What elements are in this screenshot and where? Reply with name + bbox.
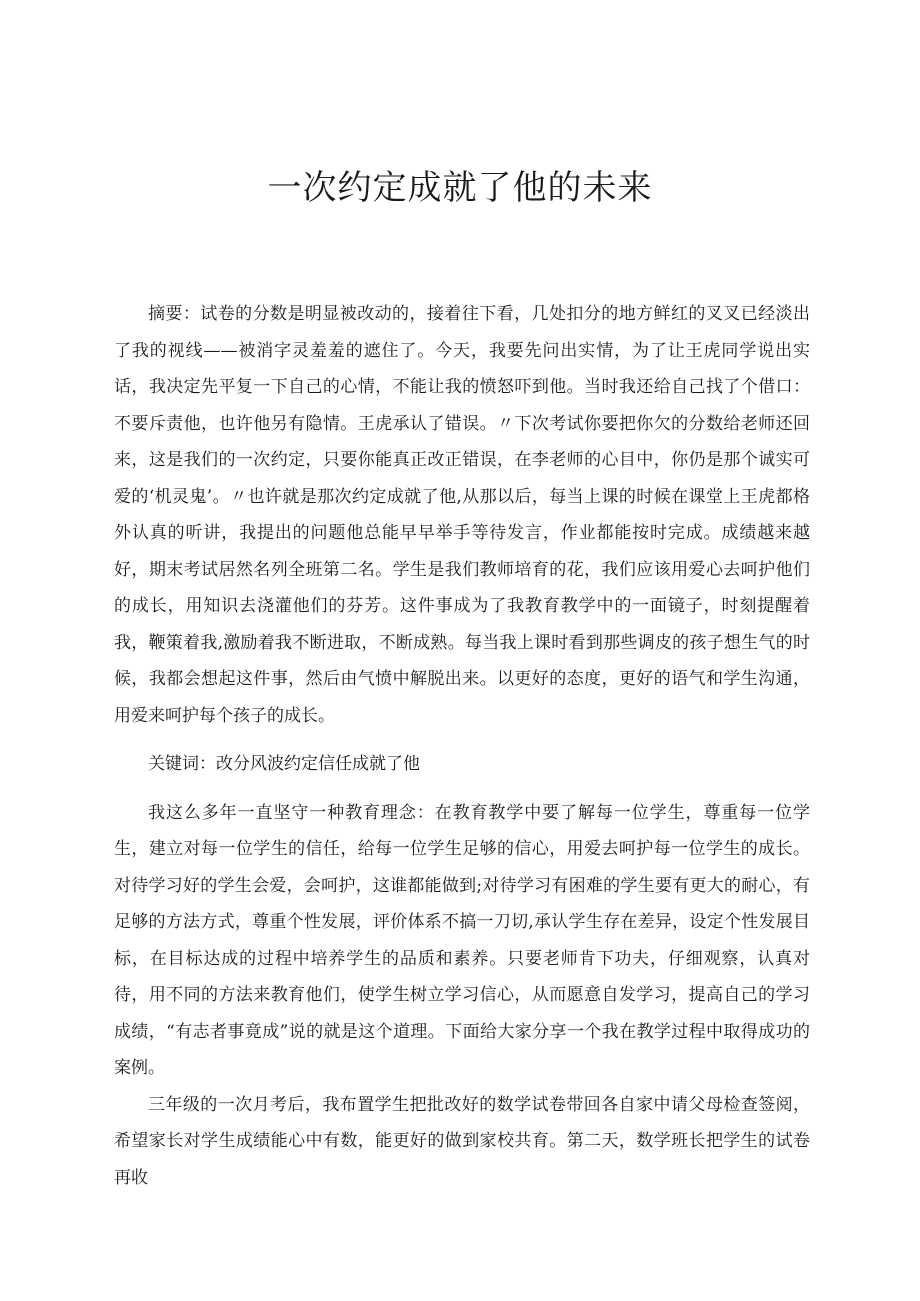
- abstract-paragraph: 摘要：试卷的分数是明显被改动的，接着往下看，几处扣分的地方鲜红的叉叉已经淡出了我的视线——被消字灵羞羞的遮住了。今天，我要先问出实情，为了让王虎同学说出实话，我决定先平复一下自己的心情，不能让我的愤怒吓到他。当时我还给自己找了个借口：不要斥责他，也许他另有隐情。王虎承认了错误。〃下次考试你要把你欠的分数给老师还回来，这是我们的一次约定，只要你能真正改正错误，在李老师的心目中，你仍是那个诚实可爱的‘机灵鬼’。〃也许就是那次约定成就了他,从那以后，每当上课的时候在课堂上王虎都格外认真的听讲，我提出的问题他总能早早举手等待发言，作业都能按时完成。成绩越来越好，期末考试居然名列全班第二名。学生是我们教师培育的花，我们应该用爱心去呵护他们的成长，用知识去浇灌他们的芬芳。这件事成为了我教育教学中的一面镜子，时刻提醒着我，鞭策着我,激励着我不断进取，不断成熟。每当我上课时看到那些调皮的孩子想生气的时候，我都会想起这件事，然后由气愤中解脱出来。以更好的态度，更好的语气和学生沟通，用爱来呵护每个孩子的成长。: [114, 304, 810, 726]
- spacer: [114, 783, 810, 795]
- document-body: [114, 296, 810, 1196]
- body-paragraph: 三年级的一次月考后，我布置学生把批改好的数学试卷带回各自家中请父母检查签阅，希望家长对学生成绩能心中有数，能更好的做到家校共育。第二天，数学班长把学生的试卷再收: [114, 1094, 810, 1188]
- document-title: 一次约定成就了他的未来: [267, 168, 653, 208]
- body-paragraph: 我这么多年一直坚守一种教育理念：在教育教学中要了解每一位学生，尊重每一位学生，建立对每一位学生的信任，给每一位学生足够的信心，用爱去呵护每一位学生的成长。对待学习好的学生会爱，会呵护，这谁都能做到;对待学习有困难的学生要有更大的耐心，有足够的方法方式，尊重个性发展，评价体系不搞一刀切,承认学生存在差异，设定个性发展目标，在目标达成的过程中培养学生的品质和素养。只要老师肯下功夫，仔细观察，认真对待，用不同的方法来教育他们，使学生树立学习信心，从而愿意自发学习，提高自己的学习成绩，“有志者事竟成”说的就是这个道理。下面给大家分享一个我在教学过程中取得成功的案例。: [114, 802, 810, 1078]
- spacer: [114, 734, 810, 746]
- keywords-paragraph: 关键词：改分风波约定信任成就了他: [148, 754, 420, 774]
